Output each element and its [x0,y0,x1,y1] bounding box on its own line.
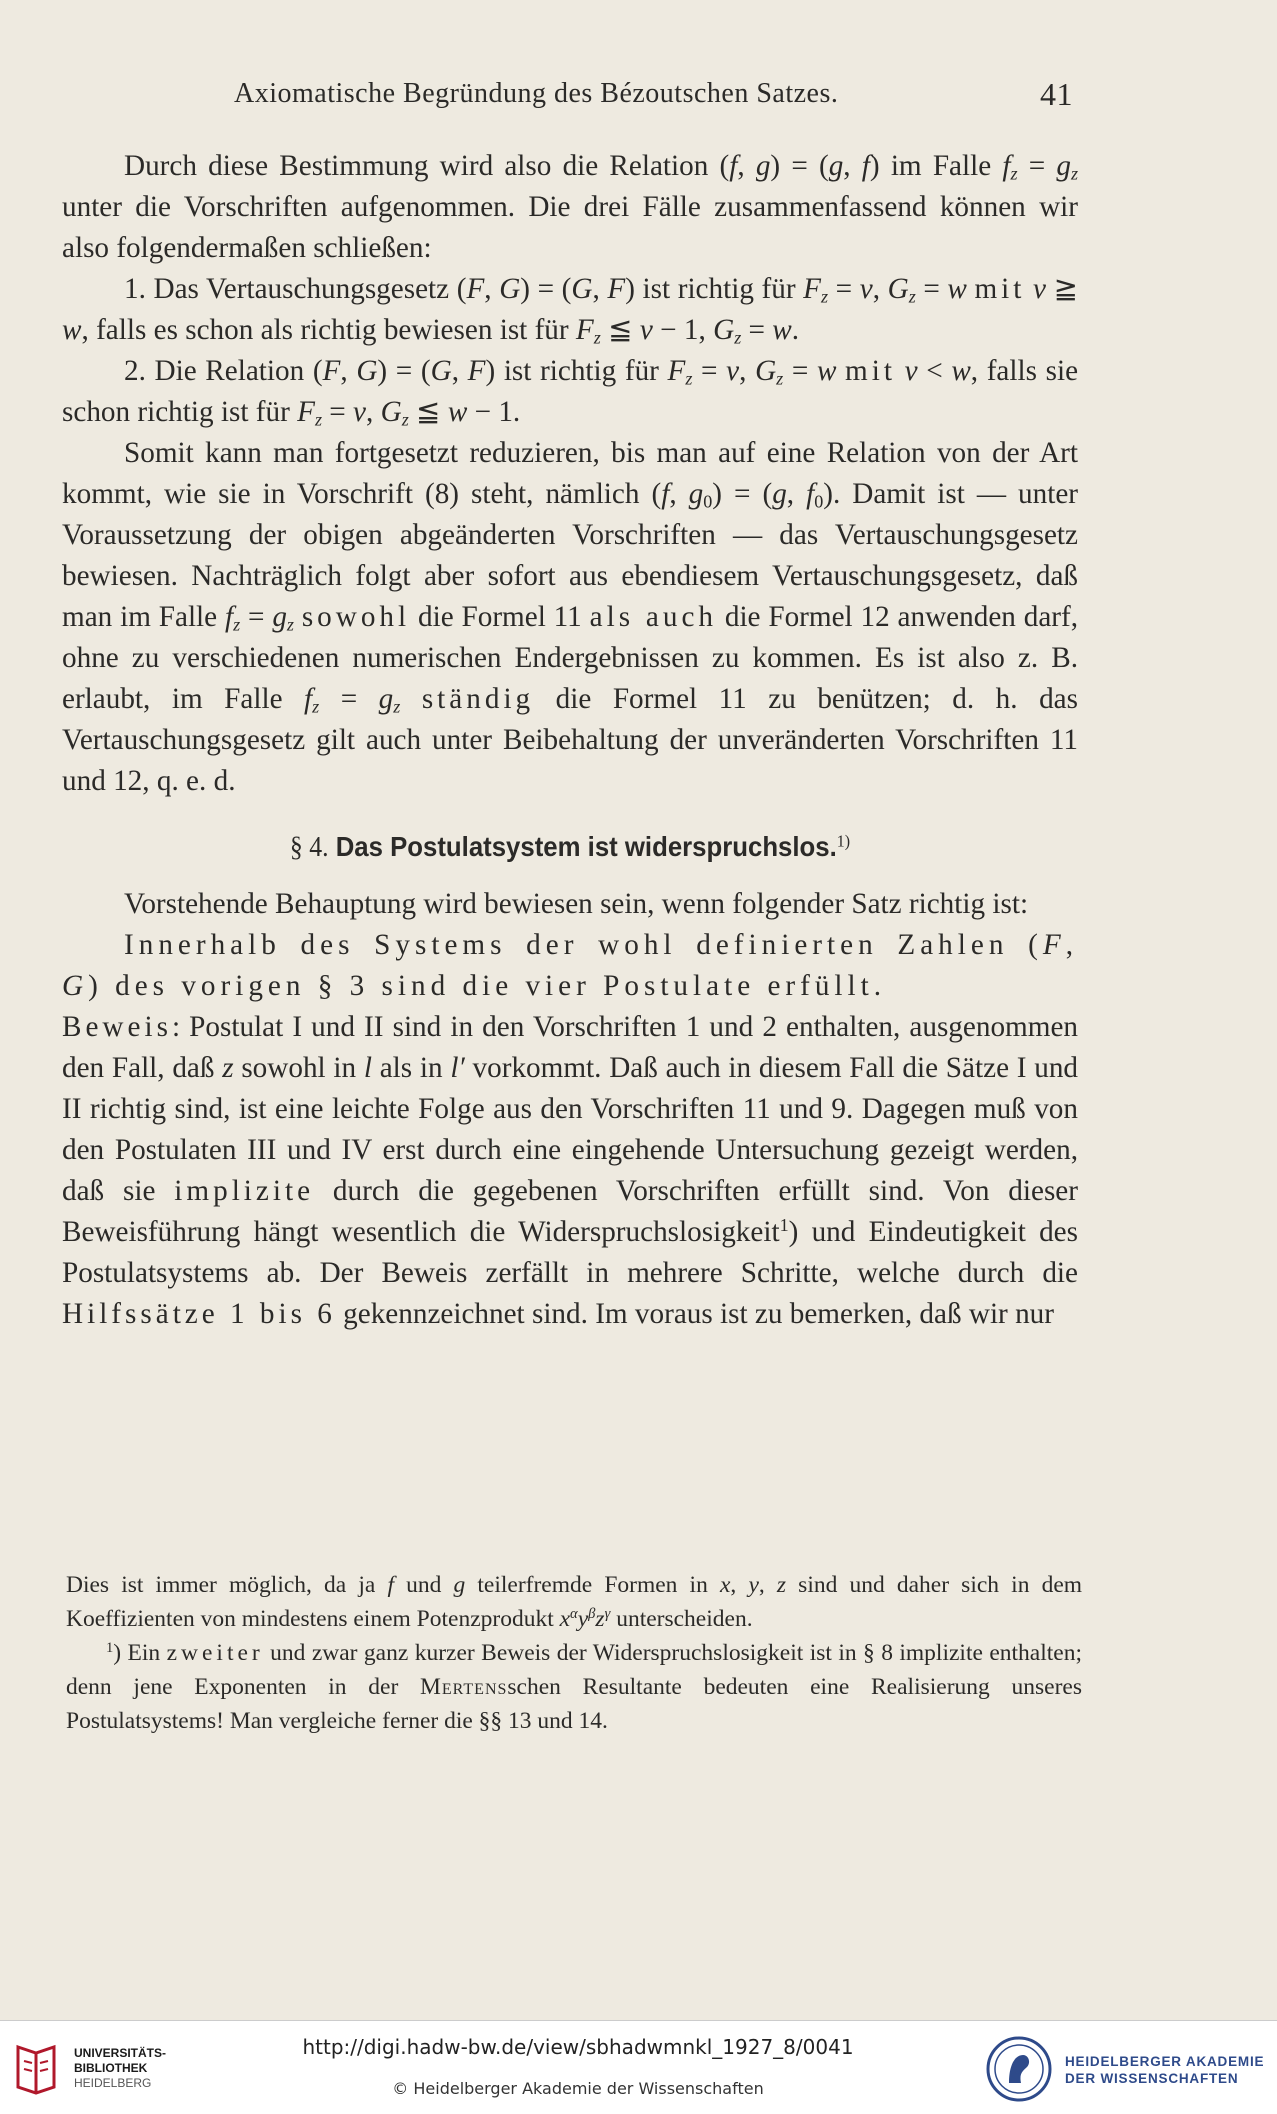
section-number: § 4. [289,832,329,863]
paragraph: Vorstehende Behauptung wird bewiesen sein, wenn folgender Satz richtig ist: [124,888,1029,920]
academy-name [1065,2053,1264,2087]
library-seal-icon [12,2043,60,2095]
academy-logo[interactable] [985,2035,1270,2105]
header-title: Axiomatische Begründung des Bézoutschen Satzes. [234,78,839,109]
library-name [74,2046,166,2091]
paragraph: Durch diese Bestimmung wird also die Relation (f, g) = (g, f) im Falle $f_z = g_z$ unter die Vorschriften aufgenommen. Die drei Fälle zusammenfassend können wir also folgendermaßen schließen: [62,150,1079,264]
library-line-3: HEIDELBERG [74,2076,152,2090]
footnotes [66,1568,1082,1738]
paragraph: 2. Die Relation (F, G) = (G, F) ist richtig für $F_z = v$, $G_z = w$ mit v < w, falls sie schon richtig ist für $F_z = v$, $G_z$ ≦ w − 1. [62,355,1079,430]
paragraph: Beweis: Postulat I und II sind in den Vorschriften 1 und 2 enthalten, ausgenommen den Fall, daß z sowohl in l als in l′ vorkommt. Daß auch in diesem Fall die Sätze I und II richtig sind, ist eine leichte Folge aus den Vorschriften 11 und 9. Dagegen muß von den Postulaten III und IV erst durch eine eingehende Untersuchung gezeigt werden, daß sie implizite durch die gegebenen Vorschriften erfüllt sind. Von dieser Beweisführung hängt wesentlich die Widerspruchslosigkeit$^1$) und Eindeutigkeit des Postulatsystems ab. Der Beweis zerfällt in mehrere Schritte, welche durch die Hilfssätze 1 bis 6 gekennzeichnet sind. Im voraus ist zu bemerken, daß wir nur [62,1011,1079,1330]
section-title: Das Postulatsystem ist widerspruchslos. [335,831,837,862]
permalink-url[interactable]: http://digi.hadw-bw.de/view/sbhadwmnkl_1927_8/0041 [302,2035,854,2059]
footnote-marker: 1) [836,831,851,851]
running-header [62,78,1078,126]
academy-line-2: DER WISSENSCHAFTEN [1065,2071,1239,2086]
paragraph: Somit kann man fortgesetzt reduzieren, bis man auf eine Relation von der Art kommt, wie sie in Vorschrift (8) steht, nämlich (f, $g_0) = (g$, $f_0$). Damit ist — unter Voraussetzung der obigen abgeänderten Vorschriften — das Vertauschungsgesetz bewiesen. Nachträglich folgt aber sofort aus ebendiesem Vertauschungsgesetz, daß man im Falle $f_z = g_z$ sowohl die Formel 11 als auch die Formel 12 anwenden darf, ohne zu verschiedenen numerischen Endergebnissen zu kommen. Es ist also z. B. erlaubt, im Falle $f_z = g_z$ ständig die Formel 11 zu benützen; d. h. das Vertauschungsgesetz gilt auch unter Beibehaltung der unveränderten Vorschriften 11 und 12, q. e. d. [62,437,1079,797]
university-library-logo[interactable] [12,2043,167,2099]
section-heading [103,826,1038,868]
academy-line-1: HEIDELBERGER AKADEMIE [1065,2054,1265,2069]
paragraph: 1. Das Vertauschungsgesetz (F, G) = (G, F) ist richtig für $F_z = v$, $G_z = w$ mit v ≧ w, falls es schon als richtig bewiesen ist für $F_z$ ≦ v − 1, $G_z = w$. [62,273,1079,348]
footnote-continued: Dies ist immer möglich, da ja f und g teilerfremde Formen in x, y, z sind und daher sich in dem Koeffizienten von mindestens einem Potenzprodukt $x^\alpha y^\beta z^\gamma$ unterscheiden. [66,1572,1083,1632]
footnote-1: $^1$) Ein zweiter und zwar ganz kurzer Beweis der Widerspruchslosigkeit ist in § 8 implizite enthalten; denn jene Exponenten in der Mertensschen Resultante bedeuten eine Realisierung unseres Postulatsystems! Man vergleiche ferner die §§ 13 und 14. [66,1640,1082,1734]
copyright-notice: © Heidelberger Akademie der Wissenschaften [392,2079,764,2098]
viewer-footer [0,2020,1277,2114]
theorem-statement: Innerhalb des Systems der wohl definierten Zahlen (F, G) des vorigen § 3 sind die vier Postulate erfüllt. [62,929,1078,1002]
page-number: 41 [1040,76,1073,112]
academy-seal-icon [985,2035,1053,2103]
body-text [62,146,1078,1335]
library-line-1: UNIVERSITÄTS- [74,2046,167,2060]
library-line-2: BIBLIOTHEK [74,2061,148,2075]
